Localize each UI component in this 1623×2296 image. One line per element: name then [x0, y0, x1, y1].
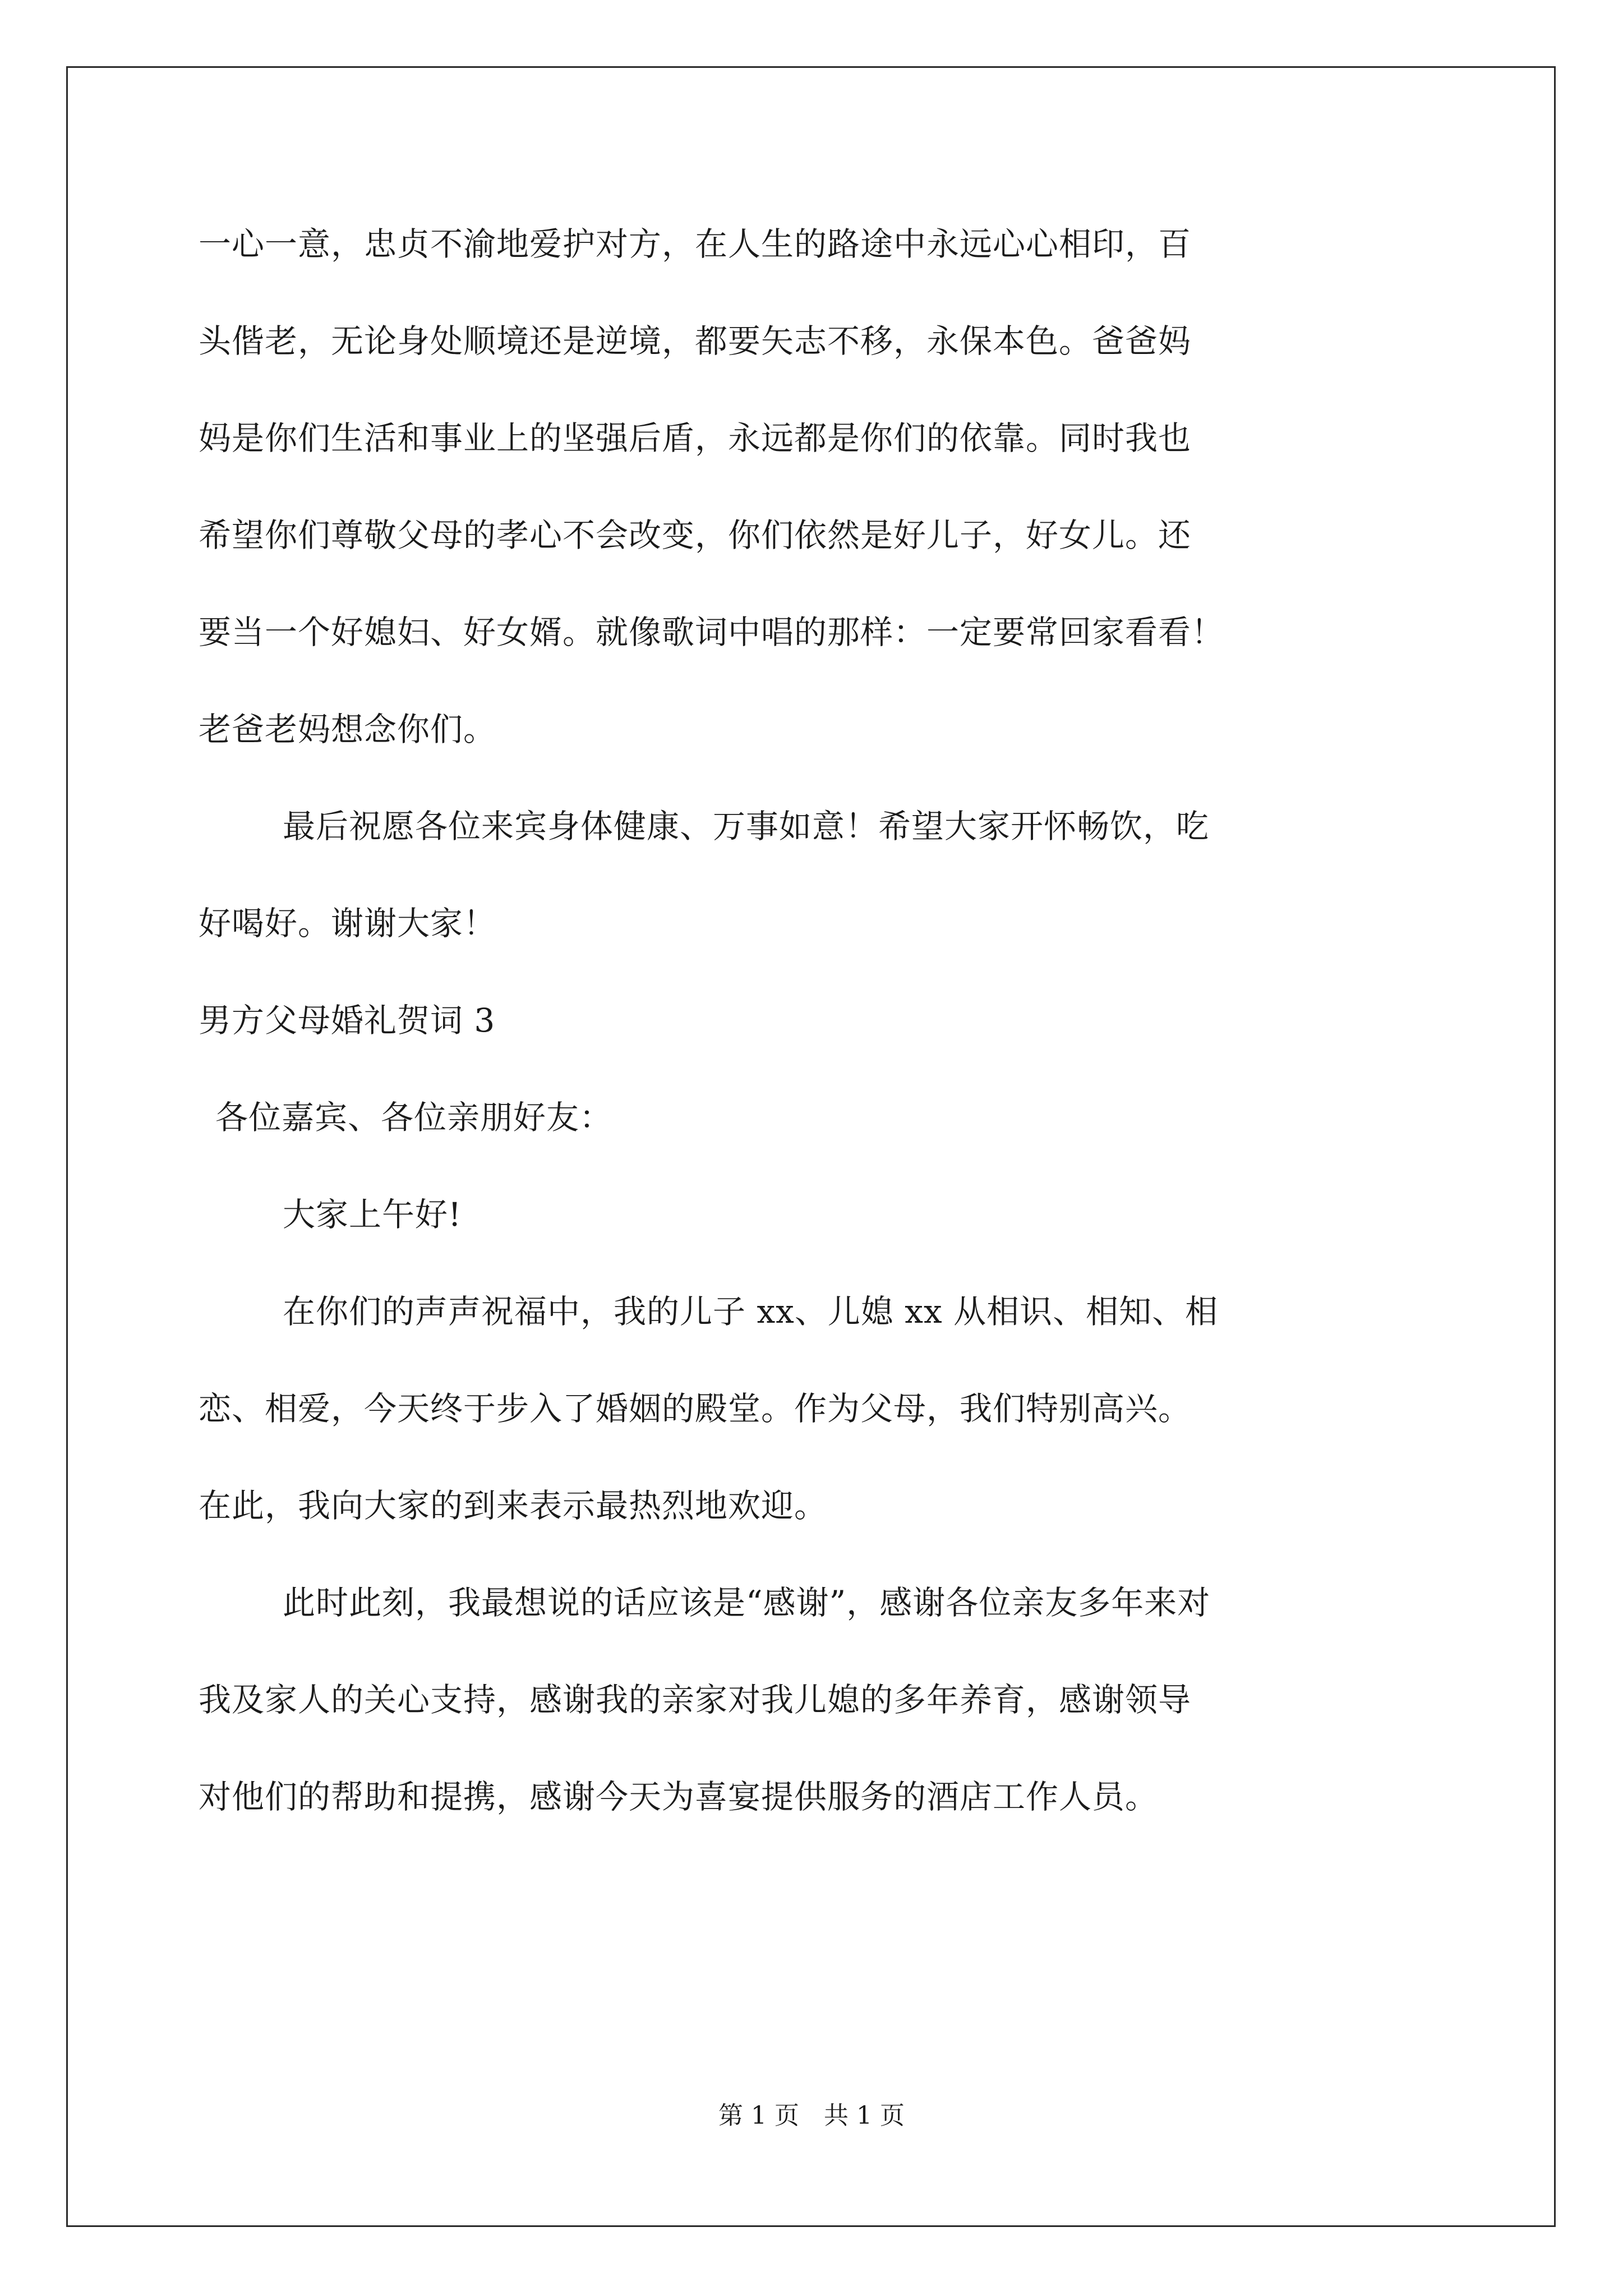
salutation-line: 各位嘉宾、各位亲朋好友： — [215, 1098, 613, 1137]
text-line: 最后祝愿各位来宾身体健康、万事如意！希望大家开怀畅饮，吃 — [283, 807, 1210, 845]
page-border — [66, 66, 1556, 2227]
text-line: 头偕老，无论身处顺境还是逆境，都要矢志不移，永保本色。爸爸妈 — [199, 322, 1192, 360]
text-line: 要当一个好媳妇、好女婿。就像歌词中唱的那样：一定要常回家看看！ — [199, 613, 1225, 651]
section-heading: 男方父母婚礼贺词 3 — [199, 1001, 496, 1039]
text-line: 好喝好。谢谢大家！ — [199, 904, 497, 942]
text-line: 老爸老妈想念你们。 — [199, 710, 497, 748]
text-line: 希望你们尊敬父母的孝心不会改变，你们依然是好儿子，好女儿。还 — [199, 516, 1192, 554]
text-line: 对他们的帮助和提携，感谢今天为喜宴提供服务的酒店工作人员。 — [199, 1778, 1159, 1816]
text-line: 我及家人的关心支持，感谢我的亲家对我儿媳的多年养育，感谢领导 — [199, 1681, 1192, 1719]
text-line: 妈是你们生活和事业上的坚强后盾，永远都是你们的依靠。同时我也 — [199, 419, 1192, 457]
text-line: 在你们的声声祝福中，我的儿子 xx、儿媳 xx 从相识、相知、相 — [283, 1292, 1219, 1331]
greeting-line: 大家上午好! — [283, 1195, 462, 1234]
text-line: 在此，我向大家的到来表示最热烈地欢迎。 — [199, 1487, 828, 1525]
page-footer: 第 1 页 共 1 页 — [718, 2101, 905, 2130]
text-line: 恋、相爱，今天终于步入了婚姻的殿堂。作为父母，我们特别高兴。 — [199, 1389, 1192, 1428]
text-line: 此时此刻，我最想说的话应该是“感谢”，感谢各位亲友多年来对 — [283, 1584, 1211, 1622]
text-line: 一心一意，忠贞不渝地爱护对方，在人生的路途中永远心心相印，百 — [199, 225, 1192, 263]
